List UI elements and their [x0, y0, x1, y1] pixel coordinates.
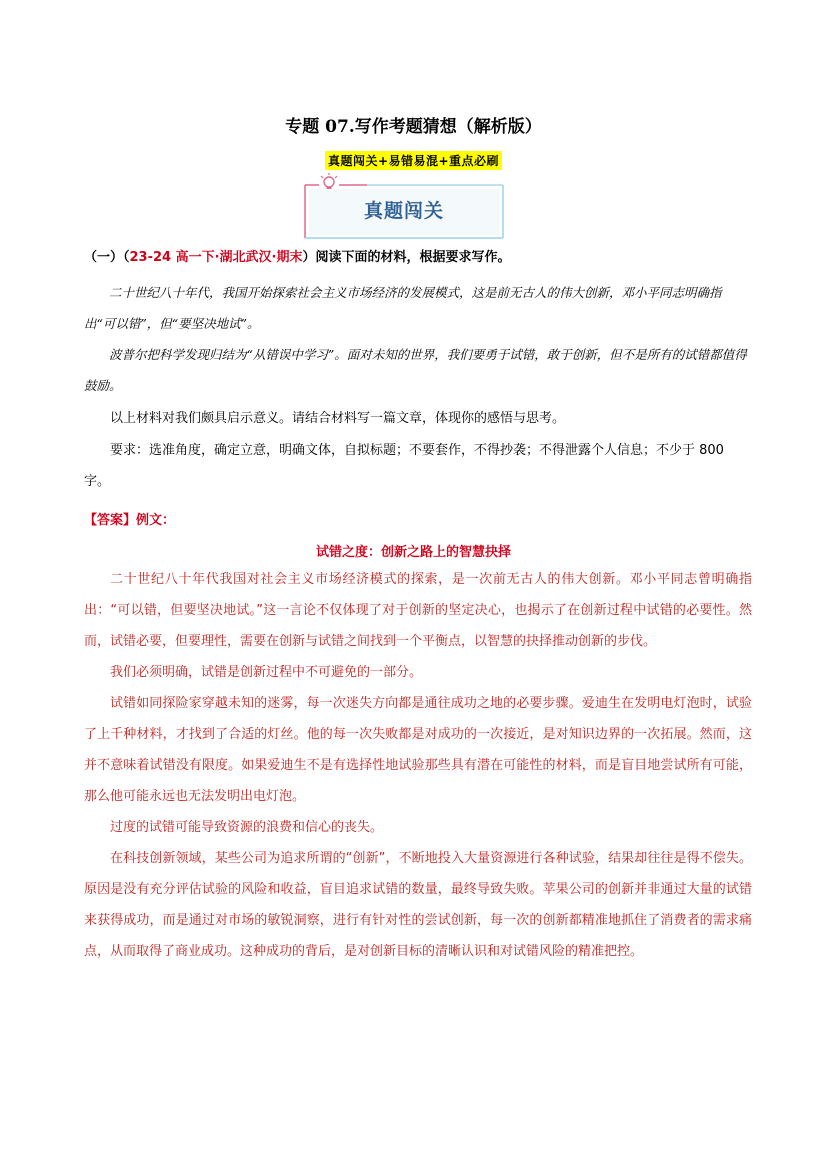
essay-paragraph: 我们必须明确，试错是创新过程中不可避免的一部分。	[110, 665, 423, 680]
answer-label: 【答案】例文：	[84, 513, 176, 528]
banner-label: 真题闯关	[363, 200, 444, 222]
section-banner	[297, 172, 511, 242]
essay-paragraph: 试错如同探险家穿越未知的迷雾，每一次迷失方向都是通往成功之地的必要步骤。爱迪生在发明电灯泡时，试验了上千种材料，才找到了合适的灯丝。他的每一次失败都是对成功的一次接近，是对知识边界的一次拓展。然而，这并不意味着试错没有限度。如果爱迪生不是有选择性地试验那些具有潜在可能性的材料，而是盲目地尝试所有可能，那么他可能永远也无法发明出电灯泡。	[84, 696, 752, 804]
question-source: 23-24 高一下·湖北武汉·期末	[129, 250, 303, 265]
question-suffix: ）阅读下面的材料，根据要求写作。	[302, 250, 511, 265]
writing-prompt: 以上材料对我们颇具启示意义。请结合材料写一篇文章，体现你的感悟与思考。	[110, 411, 566, 426]
lightbulb-icon	[321, 173, 337, 190]
subtitle-container	[0, 150, 827, 170]
question-prefix: （一）（	[84, 250, 130, 265]
writing-requirements: 要求：选准角度，确定立意，明确文体，自拟标题；不要套作，不得抄袭；不得泄露个人信息；不少于 800 字。	[84, 443, 724, 489]
question-heading	[84, 246, 764, 265]
essay-paragraph: 二十世纪八十年代我国对社会主义市场经济模式的探索，是一次前无古人的伟大创新。邓小平同志曾明确指出：“可以错，但要坚决地试。”这一言论不仅体现了对于创新的坚定决心，也揭示了在创新过程中试错的必要性。然而，试错必要，但要理性，需要在创新与试错之间找到一个平衡点，以智慧的抉择推动创新的步伐。	[84, 572, 752, 649]
essay-body	[84, 564, 752, 967]
document-title: 专题 07.写作考题猜想（解析版）	[285, 117, 542, 137]
essay-paragraph: 过度的试错可能导致资源的浪费和信心的丧失。	[110, 820, 384, 835]
highlighted-subtitle: 真题闯关+易错易混+重点必刷	[325, 151, 502, 170]
essay-paragraph: 在科技创新领域，某些公司为追求所谓的“创新”，不断地投入大量资源进行各种试验，结果却往往是得不偿失。原因是没有充分评估试验的风险和收益，盲目追求试错的数量，最终导致失败。苹果公司的创新并非通过大量的试错来获得成功，而是通过对市场的敏锐洞察，进行有针对性的尝试创新，每一次的创新都精准地抓住了消费者的需求痛点，从而取得了商业成功。这种成功的背后，是对创新目标的清晰认识和对试错风险的精准把控。	[84, 851, 752, 959]
essay-title: 试错之度：创新之路上的智慧抉择	[315, 545, 511, 560]
material-paragraph: 波普尔把科学发现归结为“从错误中学习”。面对未知的世界，我们要勇于试错，敢于创新，但不是所有的试错都值得鼓励。	[84, 347, 747, 393]
material-paragraph: 二十世纪八十年代，我国开始探索社会主义市场经济的发展模式，这是前无古人的伟大创新，邓小平同志明确指出“可以错”，但“要坚决地试”。	[84, 285, 722, 331]
